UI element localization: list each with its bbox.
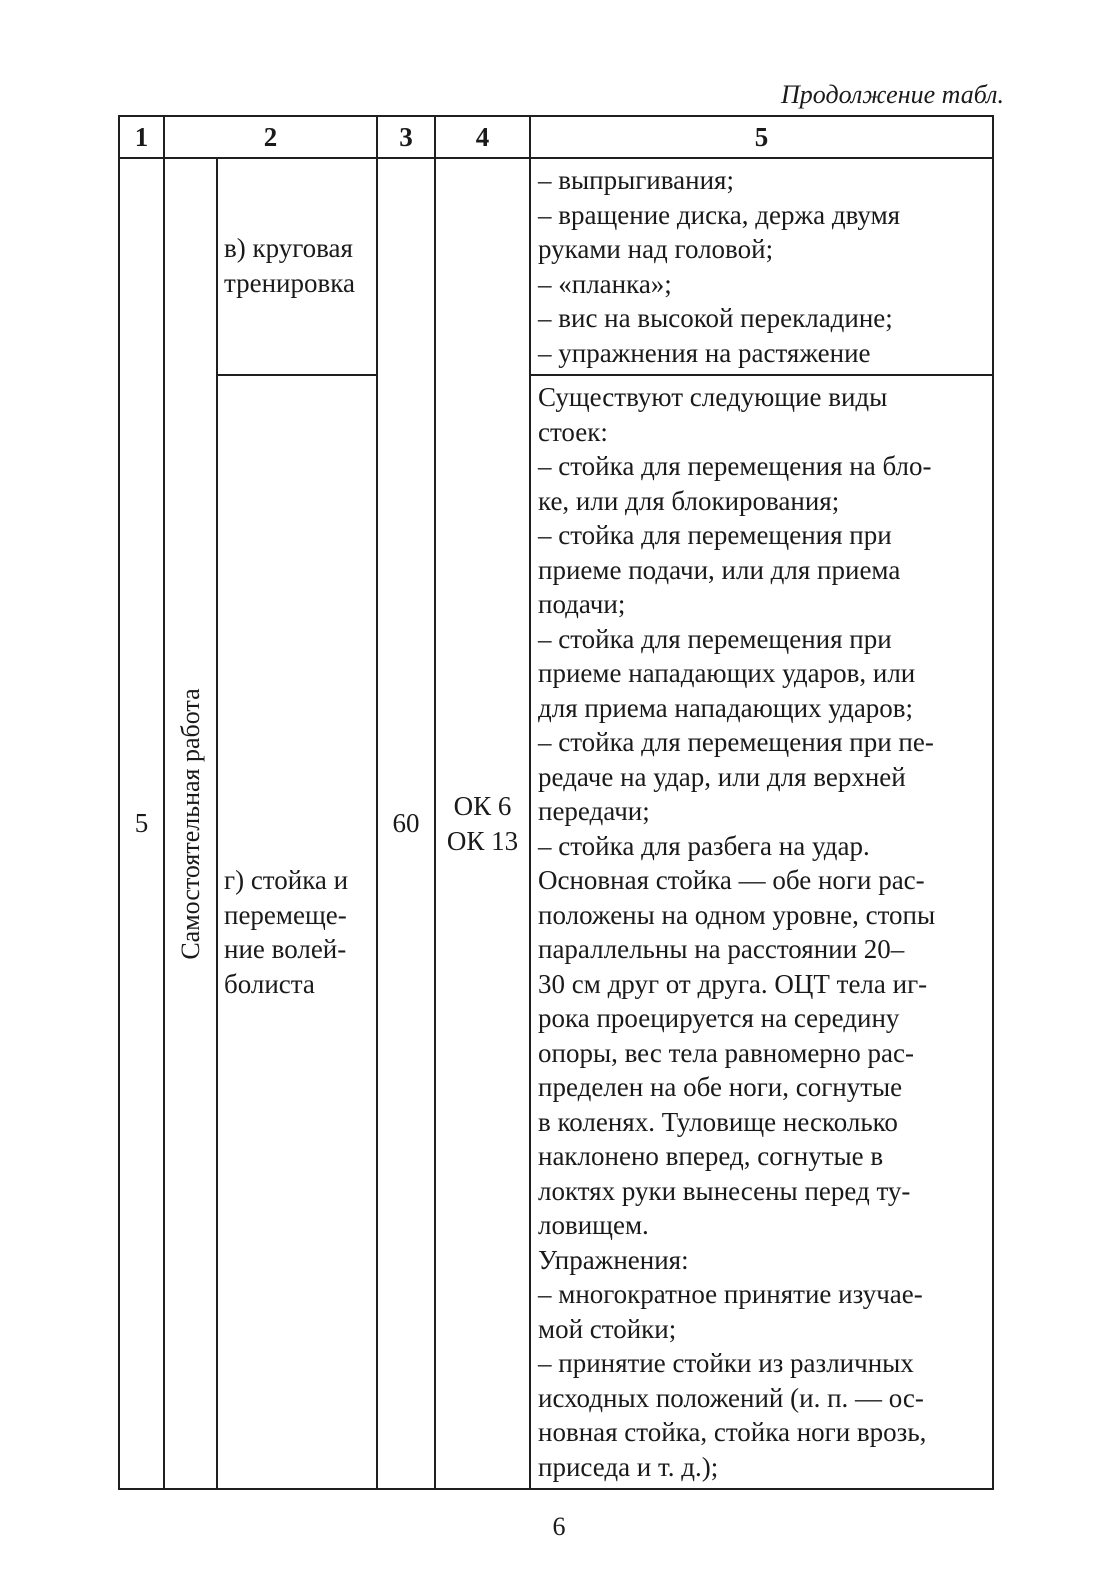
- competence-item: ОК 6: [453, 791, 512, 821]
- work-type-cell: [164, 158, 217, 1489]
- description-line: положены на одном уровне, стопы: [538, 899, 936, 930]
- subsection-g-title-line: перемеще-: [224, 899, 347, 930]
- description-line: приеме подачи, или для приема: [538, 554, 901, 585]
- subsection-g-title-line: г) стойка и: [224, 865, 349, 895]
- description-line: Упражнения:: [538, 1244, 689, 1275]
- description-line: Существуют следующие виды: [538, 382, 888, 412]
- description-line: 30 см друг от друга. ОЦТ тела иг-: [538, 968, 928, 999]
- subsection-v-title-line: тренировка: [224, 267, 355, 298]
- subsection-v-title: [217, 158, 377, 375]
- subsection-g-title: [217, 375, 377, 1489]
- description-line: новная стойка, стойка ноги врозь,: [538, 1417, 927, 1447]
- description-line: редаче на удар, или для верхней: [538, 761, 906, 792]
- work-type-label: Самостоятельная работа: [175, 687, 205, 960]
- description-line: рока проецируется на середину: [538, 1003, 900, 1033]
- minutes-cell: 60: [377, 158, 435, 1489]
- description-line: – стойка для разбега на удар.: [538, 830, 870, 861]
- description-line: ловищем.: [538, 1210, 649, 1240]
- description-line: ке, или для блокирования;: [538, 485, 840, 516]
- description-line: пределен на обе ноги, согнутые: [538, 1072, 903, 1102]
- description-line: – стойка для перемещения при пе-: [538, 727, 934, 757]
- description-line: – выпрыгивания;: [538, 165, 734, 195]
- description-line: – упражнения на растяжение: [538, 337, 871, 368]
- description-line: локтях руки вынесены перед ту-: [538, 1175, 911, 1206]
- description-line: параллельны на расстоянии 20–: [538, 934, 905, 964]
- header-col-4: 4: [435, 116, 530, 158]
- subsection-v-title-line: в) круговая: [224, 233, 353, 263]
- table-row: [119, 375, 993, 1489]
- description-line: опоры, вес тела равномерно рас-: [538, 1037, 914, 1068]
- description-line: для приема нападающих ударов;: [538, 692, 914, 723]
- description-line: руками над головой;: [538, 234, 774, 264]
- header-col-1: 1: [119, 116, 164, 158]
- header-col-3: 3: [377, 116, 435, 158]
- subsection-v-description: [530, 158, 993, 375]
- description-line: приеме нападающих ударов, или: [538, 658, 916, 688]
- description-line: – принятие стойки из различных: [538, 1348, 914, 1378]
- description-line: передачи;: [538, 796, 650, 826]
- exercise-table: [118, 115, 994, 1490]
- subsection-g-title-line: ние волей-: [224, 934, 347, 964]
- description-line: – «планка»;: [538, 268, 672, 299]
- description-line: – вращение диска, держа двумя: [538, 199, 901, 230]
- description-line: Основная стойка — обе ноги рас-: [538, 865, 925, 895]
- description-line: приседа и т. д.);: [538, 1451, 719, 1482]
- description-line: подачи;: [538, 589, 626, 619]
- page-number: 6: [552, 1512, 566, 1541]
- competences-cell: [435, 158, 530, 1489]
- description-line: – вис на высокой перекладине;: [538, 303, 893, 333]
- table-continuation-caption: Продолжение табл.: [781, 80, 1004, 109]
- table-header-row: [119, 116, 993, 158]
- header-col-5: 5: [530, 116, 993, 158]
- row-number: 5: [119, 158, 164, 1489]
- table-row: [119, 158, 993, 375]
- header-col-2: 2: [164, 116, 377, 158]
- description-line: исходных положений (и. п. — ос-: [538, 1382, 924, 1413]
- description-line: – многократное принятие изучае-: [538, 1279, 923, 1309]
- competence-item: ОК 13: [446, 825, 519, 856]
- description-line: – стойка для перемещения на бло-: [538, 451, 932, 481]
- description-line: в коленях. Туловище несколько: [538, 1106, 898, 1137]
- subsection-g-description: [530, 375, 993, 1489]
- subsection-g-title-line: болиста: [224, 968, 315, 999]
- description-line: мой стойки;: [538, 1313, 677, 1344]
- description-line: – стойка для перемещения при: [538, 520, 892, 550]
- description-line: – стойка для перемещения при: [538, 623, 892, 654]
- description-line: наклонено вперед, согнутые в: [538, 1141, 884, 1171]
- description-line: стоек:: [538, 416, 608, 447]
